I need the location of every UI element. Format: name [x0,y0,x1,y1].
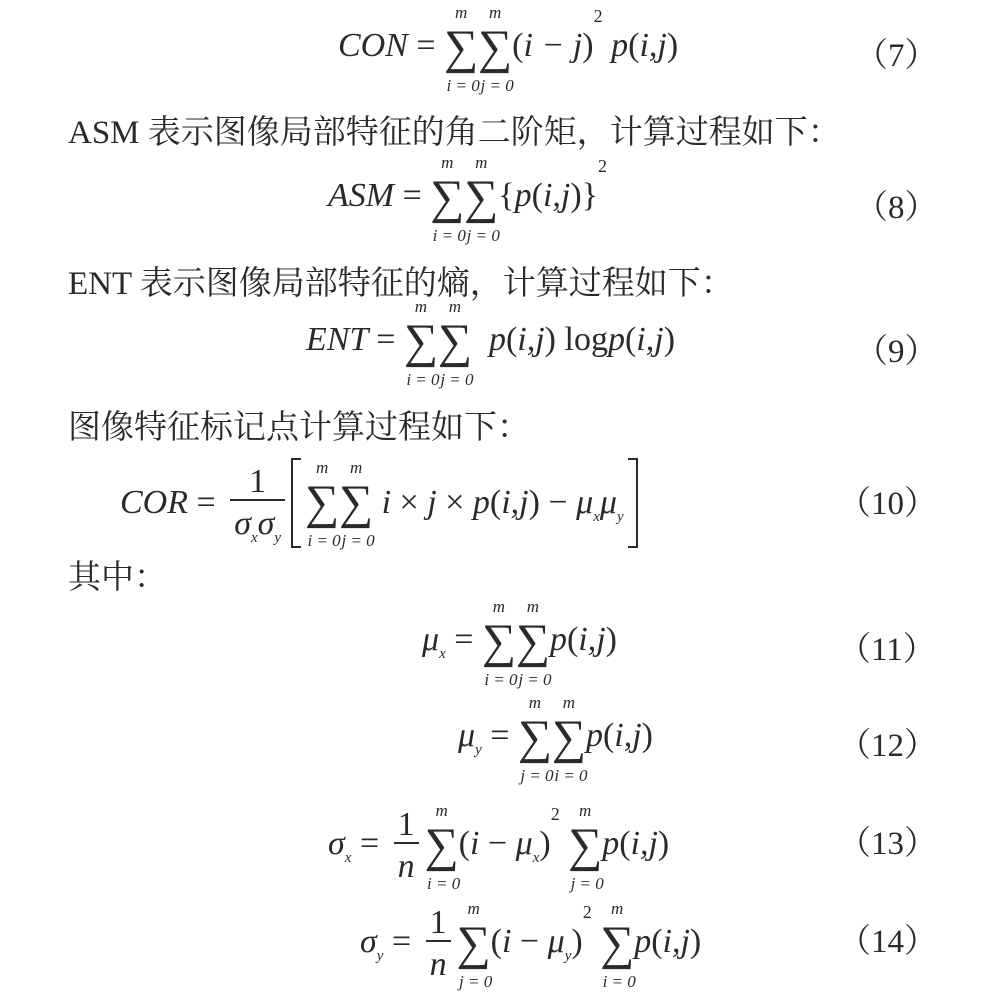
equation-9: ENT = m ∑ i = 0 m ∑ j = 0 p(i,j) logp(i,j) [306,297,676,389]
sum-symbol: m ∑ i = 0 [430,153,466,245]
eq9-lhs: ENT [306,320,368,358]
equation-14: $\sigma_y$ = $\frac{1}{n}$ m ∑ j = 0 $(i - \mu_y)^2$ m ∑ i = 0 p(i,j) [360,899,702,991]
equation-number-10: （10） [838,486,937,522]
sum-symbol: m ∑ j = 0 [437,297,474,389]
sum-symbol: m ∑ j = 0 [517,693,554,785]
paragraph-cor-intro: 图像特征标记点计算过程如下： [68,410,530,446]
equation-10: COR = $\frac{1}{\sigma_x\sigma_y}$ m ∑ i = 0 m ∑ j = 0 $i \times j \times p(i,j) - \mu_x\mu_y$ [120,458,638,548]
sum-symbol: m ∑ i = 0 [305,458,341,550]
sum-symbol: m ∑ j = 0 [464,153,500,245]
equation-number-8: （8） [855,190,938,226]
equation-number-11: （11） [838,632,936,668]
fraction: $\frac{1}{n}$ [426,906,451,982]
equation-7: CON = m ∑ i = 0 m ∑ j = 0 $(i - j)^2$ p(i,j) [338,3,679,95]
sum-symbol: m ∑ i = 0 [444,3,480,95]
equation-number-9: （9） [855,334,938,370]
equation-13: $\sigma_x$ = $\frac{1}{n}$ m ∑ i = 0 $(i - \mu_x)^2$ m ∑ j = 0 p(i,j) [328,801,670,893]
equation-12: $\mu_y$ = m ∑ j = 0 m ∑ i = 0 p(i,j) [458,693,653,785]
sum-symbol: m ∑ j = 0 [568,801,604,893]
equation-8: ASM = m ∑ i = 0 m ∑ j = 0 $\{p(i,j)\}^2$ [328,153,607,245]
sum-symbol: m ∑ i = 0 [403,297,440,389]
eq8-lhs: ASM [328,176,395,214]
sum-symbol: m ∑ j = 0 [478,3,514,95]
sum-symbol: m ∑ i = 0 [424,801,461,893]
equation-number-14: （14） [838,924,937,960]
sum-symbol: m ∑ i = 0 [551,693,588,785]
fraction: $\frac{1}{n}$ [394,808,419,884]
right-bracket [628,458,638,548]
sum-symbol: m ∑ j = 0 [515,597,552,689]
sum-symbol: m ∑ j = 0 [456,899,493,991]
eq10-lhs: COR [120,484,188,521]
paragraph-ent-intro: ENT 表示图像局部特征的熵，计算过程如下： [68,266,734,302]
sum-symbol: m ∑ i = 0 [600,899,636,991]
fraction: $\frac{1}{\sigma_x\sigma_y}$ [230,465,285,541]
sum-symbol: m ∑ j = 0 [339,458,375,550]
paragraph-where: 其中： [68,560,167,596]
equation-number-7: （7） [855,38,938,74]
equation-11: $\mu_x$ = m ∑ i = 0 m ∑ j = 0 p(i,j) [422,597,617,689]
equation-number-13: （13） [838,826,937,862]
sum-symbol: m ∑ i = 0 [481,597,518,689]
eq7-lhs: CON [338,26,408,64]
paragraph-asm-intro: ASM 表示图像局部特征的角二阶矩，计算过程如下： [68,115,841,151]
equation-number-12: （12） [838,728,937,764]
